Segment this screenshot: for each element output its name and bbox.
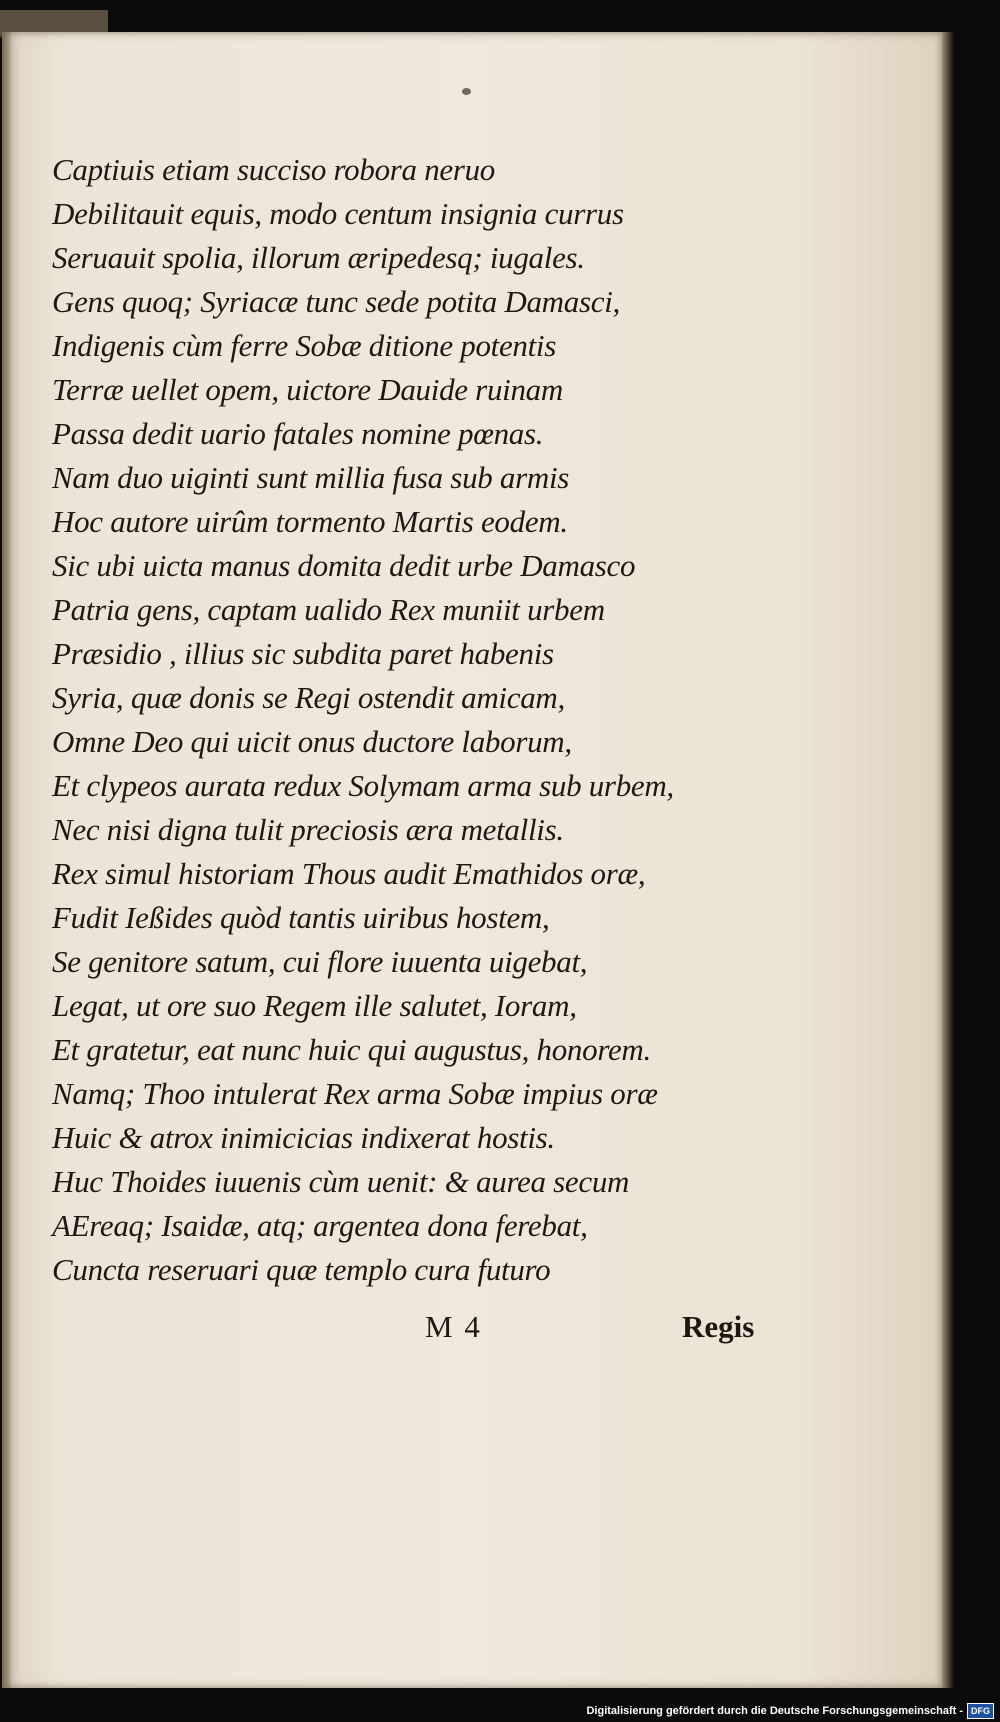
text-line: Debilitauit equis, modo centum insignia currus <box>52 196 624 231</box>
page-gutter-shadow <box>2 32 12 1688</box>
signature-mark: M 4 <box>425 1309 482 1344</box>
catchword: Regis <box>682 1309 755 1344</box>
text-line: Patria gens, captam ualido Rex muniit urbem <box>52 592 605 627</box>
credit-text: Digitalisierung gefördert durch die Deutsche Forschungsgemeinschaft - <box>586 1705 963 1717</box>
text-line: Hoc autore uirûm tormento Martis eodem. <box>52 504 568 539</box>
text-line: Huic & atrox inimicicias indixerat hostis. <box>52 1120 555 1155</box>
text-line: Præsidio , illius sic subdita paret habenis <box>52 636 554 671</box>
text-line: Captiuis etiam succiso robora neruo <box>52 152 496 187</box>
text-line: Et gratetur, eat nunc huic qui augustus, honorem. <box>52 1032 651 1067</box>
text-line: Cuncta reseruari quæ templo cura futuro <box>52 1252 551 1287</box>
text-line: Huc Thoides iuuenis cùm uenit: & aurea secum <box>52 1164 630 1199</box>
digitization-credit <box>586 1703 994 1719</box>
text-line: AEreaq; Isaidæ, atq; argentea dona ferebat, <box>52 1208 588 1243</box>
text-line: Et clypeos aurata redux Solymam arma sub urbem, <box>52 768 674 803</box>
text-line: Terræ uellet opem, uictore Dauide ruinam <box>52 372 563 407</box>
text-line: Rex simul historiam Thous audit Emathidos oræ, <box>52 856 646 891</box>
ink-dot-mark <box>462 88 471 95</box>
text-line: Namq; Thoo intulerat Rex arma Sobæ impius oræ <box>52 1076 658 1111</box>
text-line: Seruauit spolia, illorum æripedesq; iugales. <box>52 240 585 275</box>
text-line: Syria, quæ donis se Regi ostendit amicam, <box>52 680 565 715</box>
text-line: Nec nisi digna tulit preciosis æra metallis. <box>52 812 564 847</box>
text-line: Gens quoq; Syriacæ tunc sede potita Damasci, <box>52 284 620 319</box>
poem-text-block <box>52 148 812 1292</box>
text-line: Indigenis cùm ferre Sobæ ditione potentis <box>52 328 557 363</box>
text-line: Fudit Ießides quòd tantis uiribus hostem, <box>52 900 550 935</box>
text-line: Se genitore satum, cui flore iuuenta uigebat, <box>52 944 588 979</box>
dfg-logo-icon: DFG <box>967 1703 994 1719</box>
page-edge <box>942 32 954 1688</box>
text-line: Omne Deo qui uicit onus ductore laborum, <box>52 724 572 759</box>
text-line: Sic ubi uicta manus domita dedit urbe Damasco <box>52 548 636 583</box>
text-line: Passa dedit uario fatales nomine pœnas. <box>52 416 544 451</box>
text-line: Nam duo uiginti sunt millia fusa sub armis <box>52 460 570 495</box>
text-line: Legat, ut ore suo Regem ille salutet, Ioram, <box>52 988 577 1023</box>
